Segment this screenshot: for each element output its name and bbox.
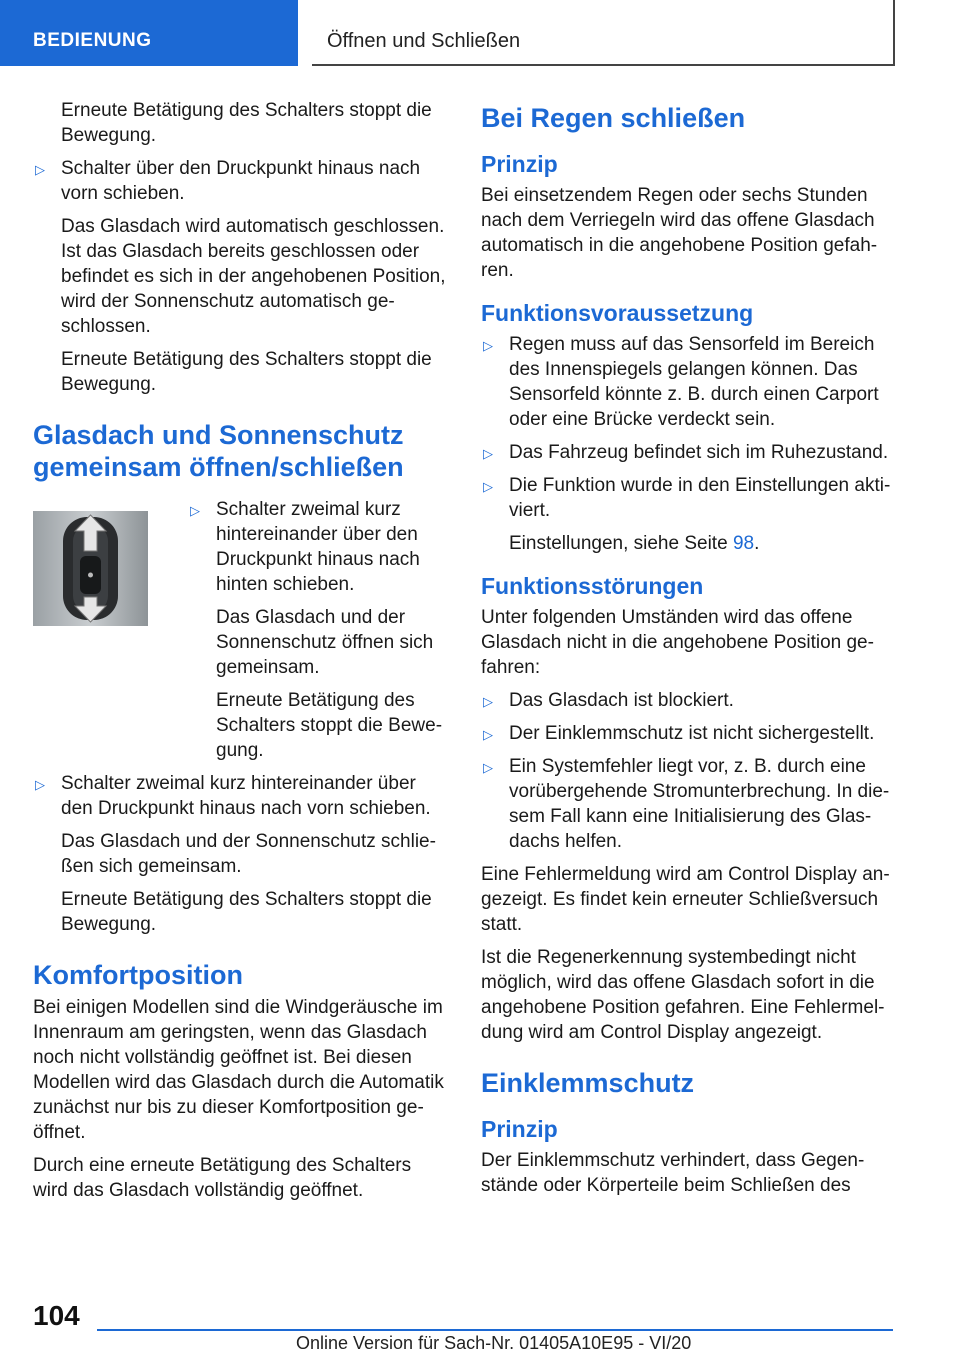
list-item: ▷ Das Fahrzeug befindet sich im Ruhezustand. [481, 440, 897, 465]
triangle-bullet-icon: ▷ [483, 338, 493, 353]
chapter-title: Öffnen und Schließen [312, 0, 895, 66]
paragraph: Das Glasdach und der Sonnenschutz schließen sich gemeinsam. [61, 831, 436, 877]
triangle-bullet-icon: ▷ [35, 777, 45, 792]
settings-reference: Einstellungen, siehe Seite 98. [509, 533, 760, 554]
triangle-bullet-icon: ▷ [483, 760, 493, 775]
page-link-98[interactable]: 98 [732, 533, 755, 554]
list-item: ▷ Die Funktion wurde in den Einstellungen aktiviert. [483, 475, 891, 521]
right-column [481, 98, 897, 1206]
triangle-bullet-icon: ▷ [483, 479, 493, 494]
page-number: 104 [33, 1300, 80, 1331]
list-item: ▷ Schalter über den Druckpunkt hinaus nach vorn schieben. [35, 158, 421, 204]
switch-figure-block [33, 497, 449, 763]
section-label: BEDIENUNG [0, 0, 298, 66]
list-item: ▷ Der Einklemmschutz ist nicht sichergestellt. [481, 721, 897, 746]
paragraph: Erneute Betätigung des Schalters stoppt die Bewegung. [61, 889, 432, 935]
list-item: ▷ Das Glasdach ist blockiert. [481, 688, 897, 713]
list-item: ▷ Schalter zweimal kurz hintereinander über den Druckpunkt hinaus nach vorn schieben. [35, 773, 431, 819]
paragraph: Das Glasdach und der Sonnenschutz öffnen sich gemeinsam. [216, 607, 434, 678]
triangle-bullet-icon: ▷ [190, 503, 200, 518]
paragraph: Der Einklemmschutz verhindert, dass Gegenstände oder Körperteile beim Schließen des [481, 1150, 865, 1196]
paragraph: Bei einigen Modellen sind die Windgeräusche im Innenraum am geringsten, wenn das Glasdach noch nicht vollständig geöffnet ist. Bei diesen Modellen wird das Glasdach durch die Automatik zunächst nur bis zu dieser Komfortposition geöffnet. [33, 997, 444, 1143]
paragraph: Das Glasdach wird automatisch geschlossen. Ist das Glasdach bereits geschlossen oder befindet es sich in der angehobenen Position, wird der Sonnenschutz automatisch geschlossen. [61, 216, 446, 337]
paragraph: Erneute Betätigung des Schalters stoppt die Bewegung. [216, 690, 443, 761]
triangle-bullet-icon: ▷ [483, 694, 493, 709]
section-heading-einklemmschutz: Einklemmschutz [481, 1068, 695, 1098]
page-header [0, 0, 960, 66]
triangle-bullet-icon: ▷ [483, 446, 493, 461]
paragraph: Ist die Regenerkennung systembedingt nicht möglich, wird das offene Glasdach sofort in die angehobene Position gefahren. Eine Fehlermeldung wird am Control Display angezeigt. [481, 947, 885, 1043]
left-column [33, 98, 449, 1211]
subheading-prinzip: Prinzip [481, 1116, 558, 1142]
triangle-bullet-icon: ▷ [35, 162, 45, 177]
paragraph: Durch eine erneute Betätigung des Schalters wird das Glasdach vollständig geöffnet. [33, 1155, 412, 1201]
footer-divider [97, 1329, 893, 1331]
paragraph: Eine Fehlermeldung wird am Control Display angezeigt. Es findet kein erneuter Schließversuch statt. [481, 864, 890, 935]
paragraph: Bei einsetzendem Regen oder sechs Stunden nach dem Verriegeln wird das offene Glasdach automatisch in die angehobene Position gefahren. [481, 185, 878, 281]
subheading-stoerungen: Funktionsstörungen [481, 573, 704, 599]
list-item: ▷ Schalter zweimal kurz hintereinander über den Druckpunkt hinaus nach hinten schieben. [190, 499, 420, 595]
paragraph: Erneute Betätigung des Schalters stoppt die Bewegung. [61, 349, 432, 395]
section-heading-komfort: Komfortposition [33, 960, 243, 990]
list-item: ▷ Regen muss auf das Sensorfeld im Bereich des Innenspiegels gelangen können. Das Sensorfeld könnte z. B. durch einen Carport oder eine Brücke verdeckt sein. [483, 334, 879, 430]
subheading-prinzip: Prinzip [481, 151, 558, 177]
sunroof-switch-image [33, 511, 148, 626]
list-item: ▷ Ein Systemfehler liegt vor, z. B. durch eine vorübergehende Stromunterbrechung. In diesem Fall kann eine Initialisierung des Glasdachs helfen. [483, 756, 890, 852]
footer-online-version: Online Version für Sach-Nr. 01405A10E95 - VI/20 [296, 1333, 692, 1353]
section-heading-together: Glasdach und Sonnenschutz gemeinsam öffnen/schließen [33, 420, 404, 482]
paragraph: Unter folgenden Umständen wird das offene Glasdach nicht in die angehobene Position gefahren: [481, 607, 874, 678]
subheading-voraussetzung: Funktionsvoraussetzung [481, 300, 754, 326]
paragraph: Erneute Betätigung des Schalters stoppt die Bewegung. [61, 100, 432, 146]
triangle-bullet-icon: ▷ [483, 727, 493, 742]
section-heading-regen: Bei Regen schließen [481, 103, 746, 133]
